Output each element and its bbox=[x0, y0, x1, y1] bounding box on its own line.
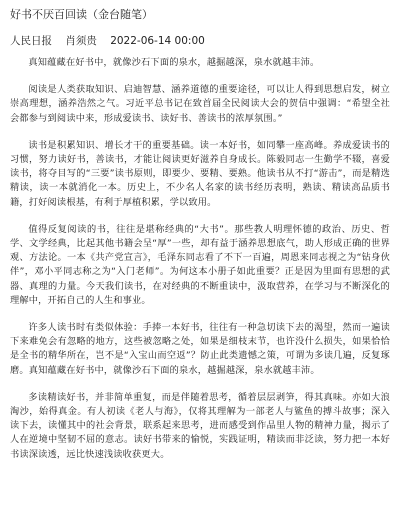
article-title: 好书不厌百回读（金台随笔） bbox=[10, 8, 153, 21]
article-paragraph: 值得反复阅读的书，往往是堪称经典的“大书”。那些教人明理怀德的政治、历史、哲学、文学经典，比起其他书籍会呈“厚”一些，却有益于涵养思想底气，助人形成正确的世界观、方法论。一本《共产党宣言》，毛泽东同志看了不下一百遍，周恩来同志视之为“钻身伙伴”，邓小平同志称之为“入门老师”。为何这本小册子如此重要？正是因为里面有思想的武器、真理的力量。今天我们读书，在对经典的不断重读中，汲取营养，在学习与不断深化的理解中，开拓自己的人生和事业。 bbox=[10, 223, 390, 306]
article-author: 肖须贵 bbox=[65, 35, 97, 47]
article-body bbox=[10, 56, 390, 462]
article-paragraph: 阅读是人类获取知识、启迪智慧、涵养道德的重要途径，可以让人得到思想启发，树立崇高理想，涵养浩然之气。习近平总书记在致首届全民阅读大会的贺信中强调：“希望全社会都参与到阅读中来，形成爱读书、读好书、善读书的浓厚氛围。” bbox=[10, 84, 390, 124]
article-meta bbox=[10, 34, 390, 48]
article-paragraph: 真知蕴藏在好书中，就像沙石下面的泉水，越掘越深，泉水就越丰沛。 bbox=[28, 57, 320, 68]
article-datetime: 2022-06-14 00:00 bbox=[110, 35, 205, 47]
article-paragraph: 多读精读好书，并非简单重复，而是伴随着思考，循着层层剥笋，得其真味。亦如大浪淘沙，始得真金。有人初读《老人与海》，仅将其理解为一部老人与鲨鱼的搏斗故事；深入读下去，读懂其中的社会背景，联系起来思考，进而感受到作品里人物的精神力量，揭示了人在逆境中坚韧不屈的意志。读好书带来的愉悦，实践证明，精读而非泛读，努力把一本好书读深读透，远比快速浅读收获更大。 bbox=[10, 391, 390, 460]
article-paragraph: 许多人读书时有类似体验：手捧一本好书，往往有一种急切读下去的渴望，然而一遍读下来难免会有忽略的地方，这些被忽略之处，如果是细枝末节，也许没什么损失，如果恰恰是全书的精华所在，岂不是“入宝山而空返”？防止此类遗憾之策，可谓为多读几遍，反复琢磨。真知蕴藏在好书中，就像沙石下面的泉水，越掘越深，泉水就越丰沛。 bbox=[10, 322, 390, 376]
article-paragraph: 读书是积累知识、增长才干的重要基础。读一本好书，如同攀一座高峰。养成爱读书的习惯，努力读好书，善读书，才能让阅读更好滋养自身成长。陈毅同志一生勤学不辍，喜爱读书，将夺目写的“三要”读书原则，即要少、要精、要熟。他读书从不打“游击”，而是精选精读，读一本就消化一本。历史上，不少名人名家的读书经历表明，熟读、精读高品质书籍，打好阅读根基，有利于厚植积累，学以致用。 bbox=[10, 139, 390, 208]
article-source: 人民日报 bbox=[10, 35, 52, 47]
